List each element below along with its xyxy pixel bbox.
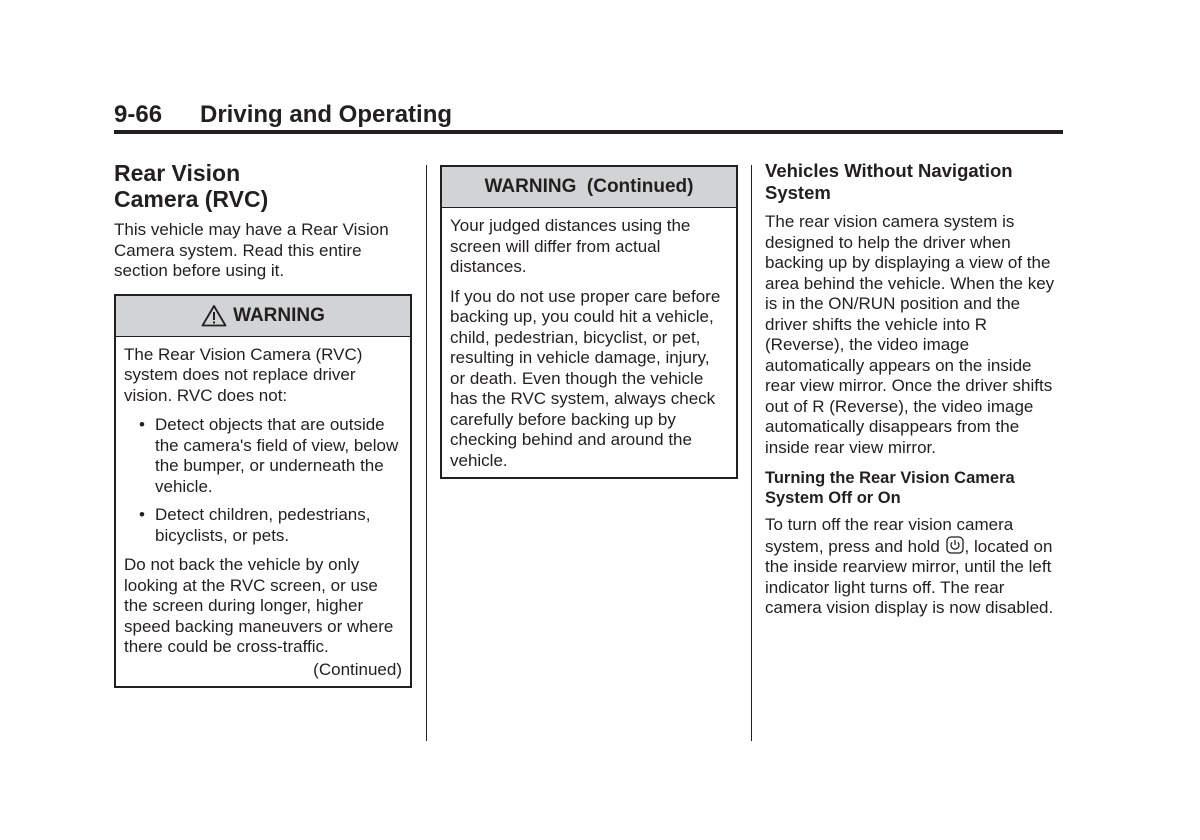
column-divider bbox=[426, 165, 427, 741]
subsection-heading: Vehicles Without Navigation System bbox=[765, 160, 1013, 203]
body-paragraph: The rear vision camera system is designed to help the driver when backing up by displaying a view of the area behind the vehicle. When the key is in the ON/RUN position and the driver shifts the vehicle into R (Reverse), the video image automatically appears on the inside rear view mirror. Once the driver shifts out of R (Reverse), the video image automatically disappears from the inside rear view mirror. bbox=[765, 212, 1055, 457]
warning-paragraph: Do not back the vehicle by only looking at the RVC screen, or use the screen during longer, higher speed backing maneuvers or where there could be cross-traffic. bbox=[124, 555, 394, 656]
warning-paragraph: If you do not use proper care before backing up, you could hit a vehicle, child, pedestrian, bicyclist, or pet, resulting in vehicle damage, injury, or death. Even though the vehicle has the RVC system, always check carefully before backing up by checking behind and around the vehicle. bbox=[450, 286, 721, 470]
page-header bbox=[114, 100, 1063, 134]
bullet-dot: • bbox=[139, 505, 145, 524]
section-heading-line-2: Camera (RVC) bbox=[114, 186, 269, 212]
column-divider bbox=[751, 165, 752, 741]
continued-note: (Continued) bbox=[313, 659, 402, 679]
warning-header bbox=[442, 167, 736, 208]
intro-paragraph: This vehicle may have a Rear Vision Camera system. Read this entire section before using it. bbox=[114, 220, 389, 280]
bullet-item bbox=[136, 505, 402, 546]
body-paragraph bbox=[765, 515, 1061, 619]
warning-box bbox=[114, 294, 412, 688]
sub-subsection-heading: Turning the Rear Vision Camera System Off or On bbox=[765, 469, 1015, 507]
bullet-item bbox=[136, 415, 402, 497]
warning-body bbox=[116, 337, 410, 686]
warning-title: WARNING bbox=[233, 304, 325, 326]
column-1 bbox=[114, 160, 412, 688]
bullet-text: Detect objects that are outside the camera's field of view, below the bumper, or underneath the vehicle. bbox=[155, 415, 399, 496]
warning-triangle-icon bbox=[201, 304, 227, 327]
warning-paragraph: Your judged distances using the screen will differ from actual distances. bbox=[450, 216, 691, 276]
page-number: 9-66 bbox=[114, 101, 163, 128]
warning-header bbox=[116, 296, 410, 337]
warning-title: WARNING (Continued) bbox=[484, 176, 694, 197]
warning-box-continued bbox=[440, 165, 738, 479]
column-2 bbox=[440, 165, 738, 479]
warning-body bbox=[442, 208, 736, 477]
column-3 bbox=[765, 160, 1061, 629]
bullet-dot: • bbox=[139, 415, 145, 434]
section-heading-line-1: Rear Vision bbox=[114, 160, 241, 186]
warning-bullet-list bbox=[124, 415, 402, 546]
section-title: Driving and Operating bbox=[200, 101, 453, 128]
power-button-icon bbox=[946, 536, 964, 554]
paragraph-text: To turn off the rear vision camera system, press and hold bbox=[765, 515, 1014, 556]
paragraph-text: , located on the inside rearview mirror, until the left indicator light turns off. The rear camera vision display is now disabled. bbox=[765, 536, 1054, 617]
warning-paragraph: The Rear Vision Camera (RVC) system does not replace driver vision. RVC does not: bbox=[124, 344, 363, 405]
bullet-text: Detect children, pedestrians, bicyclists, or pets. bbox=[155, 505, 371, 545]
section-heading bbox=[114, 160, 412, 212]
